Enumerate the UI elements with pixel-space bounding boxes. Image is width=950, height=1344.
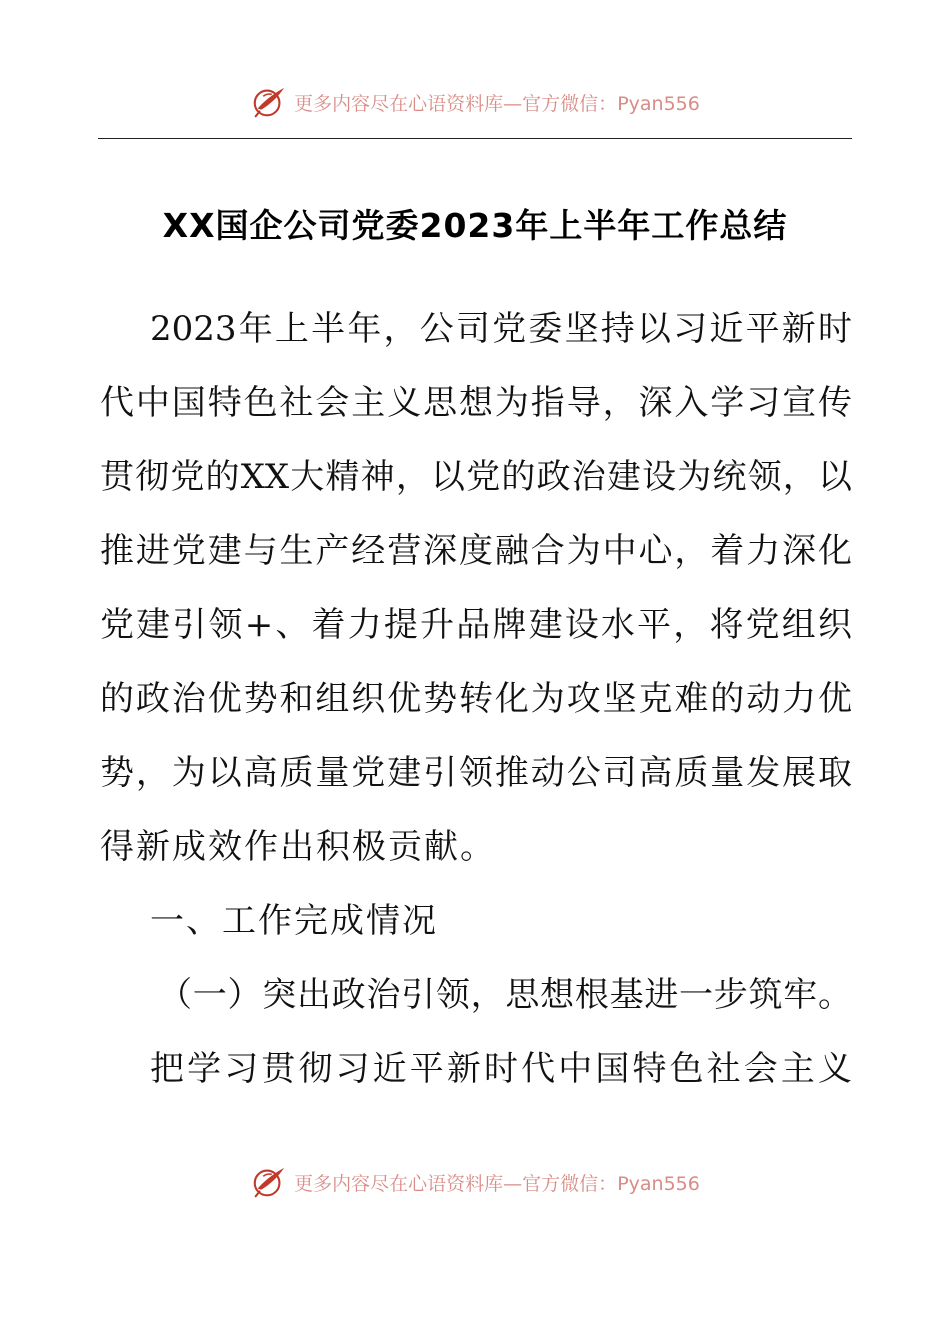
- paragraph-line: 得新成效作出积极贡献。: [100, 827, 496, 867]
- paragraph-line: 的政治优势和组织优势转化为攻坚克难的动力优: [100, 679, 852, 719]
- paragraph-line: 势，为以高质量党建引领推动公司高质量发展取: [100, 753, 852, 793]
- paragraph-line: 代中国特色社会主义思想为指导，深入学习宣传: [100, 383, 852, 423]
- paragraph-line: 推进党建与生产经营深度融合为中心，着力深化: [100, 531, 852, 571]
- watermark-text: 更多内容尽在心语资料库—官方微信：Pyan556: [294, 92, 700, 115]
- quill-logo-icon: [250, 1163, 288, 1201]
- subsection-heading: （一）突出政治引领，思想根基进一步筑牢。: [158, 975, 852, 1015]
- quill-logo-icon: [250, 83, 288, 121]
- document-body: [100, 292, 852, 1106]
- header-divider: [98, 138, 852, 139]
- paragraph-line: 把学习贯彻习近平新时代中国特色社会主义: [150, 1049, 852, 1089]
- document-title: XX国企公司党委2023年上半年工作总结: [162, 206, 788, 245]
- watermark-text: 更多内容尽在心语资料库—官方微信：Pyan556: [294, 1172, 700, 1195]
- header-watermark-banner: [0, 80, 950, 124]
- footer-watermark-banner: [0, 1160, 950, 1204]
- section-heading: 一、工作完成情况: [150, 901, 438, 941]
- paragraph-line: 党建引领+、着力提升品牌建设水平，将党组织: [100, 605, 852, 645]
- paragraph-line: 2023年上半年，公司党委坚持以习近平新时: [150, 309, 852, 349]
- paragraph-line: 贯彻党的XX大精神，以党的政治建设为统领，以: [100, 457, 852, 497]
